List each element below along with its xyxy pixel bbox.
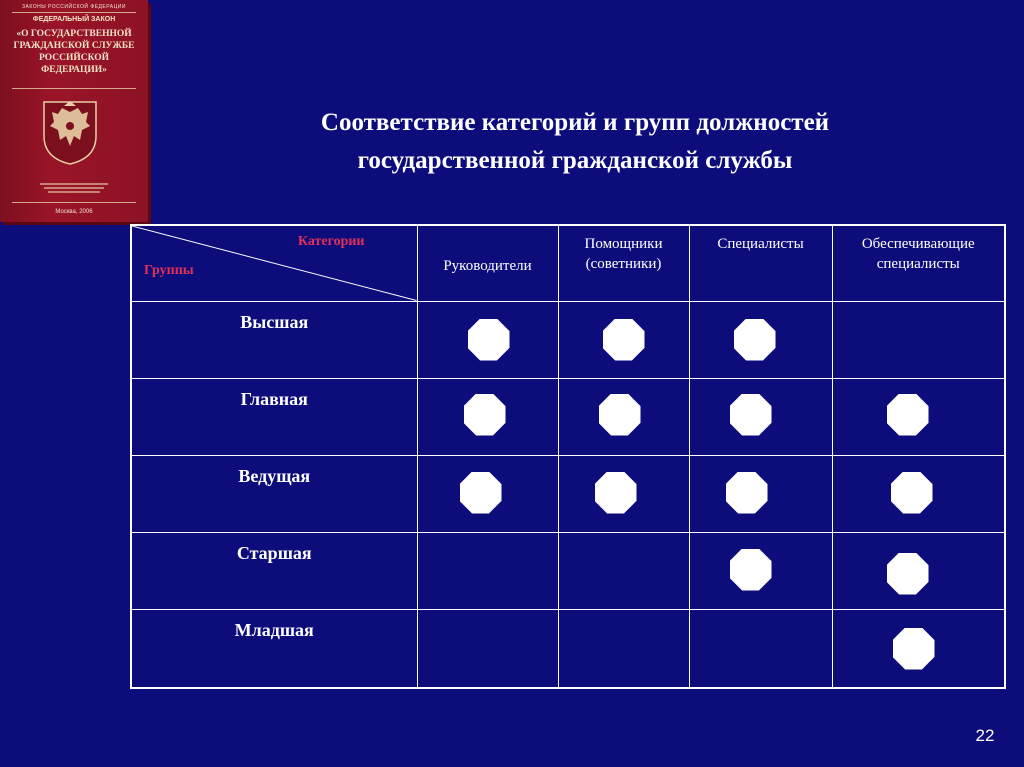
octagon-mark-icon (893, 628, 935, 670)
octagon-mark-icon (887, 394, 929, 436)
mark-cell (417, 378, 558, 455)
octagon-mark-icon (464, 394, 506, 436)
book-law-kind: ФЕДЕРАЛЬНЫЙ ЗАКОН (32, 16, 116, 23)
slide-title-line-1: Соответствие категорий и групп должностей (320, 109, 830, 136)
group-cell (131, 378, 417, 455)
mark-cell (689, 532, 832, 609)
group-cell (131, 609, 417, 688)
book-law-title: «О ГОСУДАРСТВЕННОЙ ГРАЖДАНСКОЙ СЛУЖБЕ РОССИЙСКОЙ ФЕДЕРАЦИИ» (13, 29, 135, 75)
slide-title-line-2: государственной гражданской службы (357, 147, 793, 174)
octagon-mark-icon (726, 472, 768, 514)
column-header-label: Специалисты (717, 236, 804, 252)
mark-cell (832, 455, 1005, 532)
book-city-year: Москва, 2006 (55, 209, 93, 215)
mark-cell (832, 301, 1005, 378)
book-edition-note (0, 183, 148, 193)
octagon-mark-icon (595, 472, 637, 514)
book-rule (12, 202, 136, 203)
column-header (417, 225, 558, 301)
group-label: Ведущая (238, 465, 311, 486)
octagon-mark-icon (730, 549, 772, 591)
column-header (832, 225, 1005, 301)
octagon-mark-icon (460, 472, 502, 514)
table-row (131, 455, 1005, 532)
categories-groups-table (130, 224, 1004, 687)
law-book-cover (0, 0, 148, 222)
corner-groups-label: Группы (144, 263, 194, 278)
octagon-mark-icon (887, 553, 929, 595)
column-header-label: Помощники (советники) (584, 236, 663, 272)
group-label: Старшая (236, 542, 312, 563)
book-series: ЗАКОНЫ РОССИЙСКОЙ ФЕДЕРАЦИИ (22, 4, 126, 10)
table-row (131, 532, 1005, 609)
book-rule (12, 12, 136, 13)
mark-cell (832, 532, 1005, 609)
group-cell (131, 301, 417, 378)
mark-cell (689, 455, 832, 532)
mark-cell (689, 301, 832, 378)
table-row (131, 378, 1005, 455)
group-label: Младшая (234, 619, 314, 640)
mark-cell (417, 301, 558, 378)
group-label: Высшая (240, 311, 309, 332)
page-number: 22 (975, 726, 995, 745)
mark-cell (558, 301, 689, 378)
corner-header-cell (131, 225, 417, 301)
mark-cell (417, 455, 558, 532)
mark-cell (417, 609, 558, 688)
table-row (131, 301, 1005, 378)
octagon-mark-icon (730, 394, 772, 436)
header-row (131, 225, 1005, 301)
matrix-table (130, 224, 1006, 689)
mark-cell (689, 609, 832, 688)
mark-cell (558, 532, 689, 609)
mark-cell (558, 455, 689, 532)
double-headed-eagle-emblem-icon (38, 96, 102, 166)
book-rule (12, 88, 136, 89)
table-row (131, 609, 1005, 688)
mark-cell (417, 532, 558, 609)
group-cell (131, 532, 417, 609)
slide-title (175, 104, 975, 180)
corner-categories-label: Категории (297, 234, 365, 249)
octagon-mark-icon (891, 472, 933, 514)
octagon-mark-icon (603, 319, 645, 361)
group-label: Главная (240, 388, 308, 409)
group-cell (131, 455, 417, 532)
mark-cell (832, 378, 1005, 455)
column-header-label: Обеспечивающие специалисты (861, 236, 975, 272)
mark-cell (832, 609, 1005, 688)
octagon-mark-icon (734, 319, 776, 361)
column-header (689, 225, 832, 301)
mark-cell (558, 378, 689, 455)
octagon-mark-icon (599, 394, 641, 436)
mark-cell (558, 609, 689, 688)
column-header (558, 225, 689, 301)
column-header-label: Руководители (443, 258, 532, 274)
mark-cell (689, 378, 832, 455)
octagon-mark-icon (468, 319, 510, 361)
